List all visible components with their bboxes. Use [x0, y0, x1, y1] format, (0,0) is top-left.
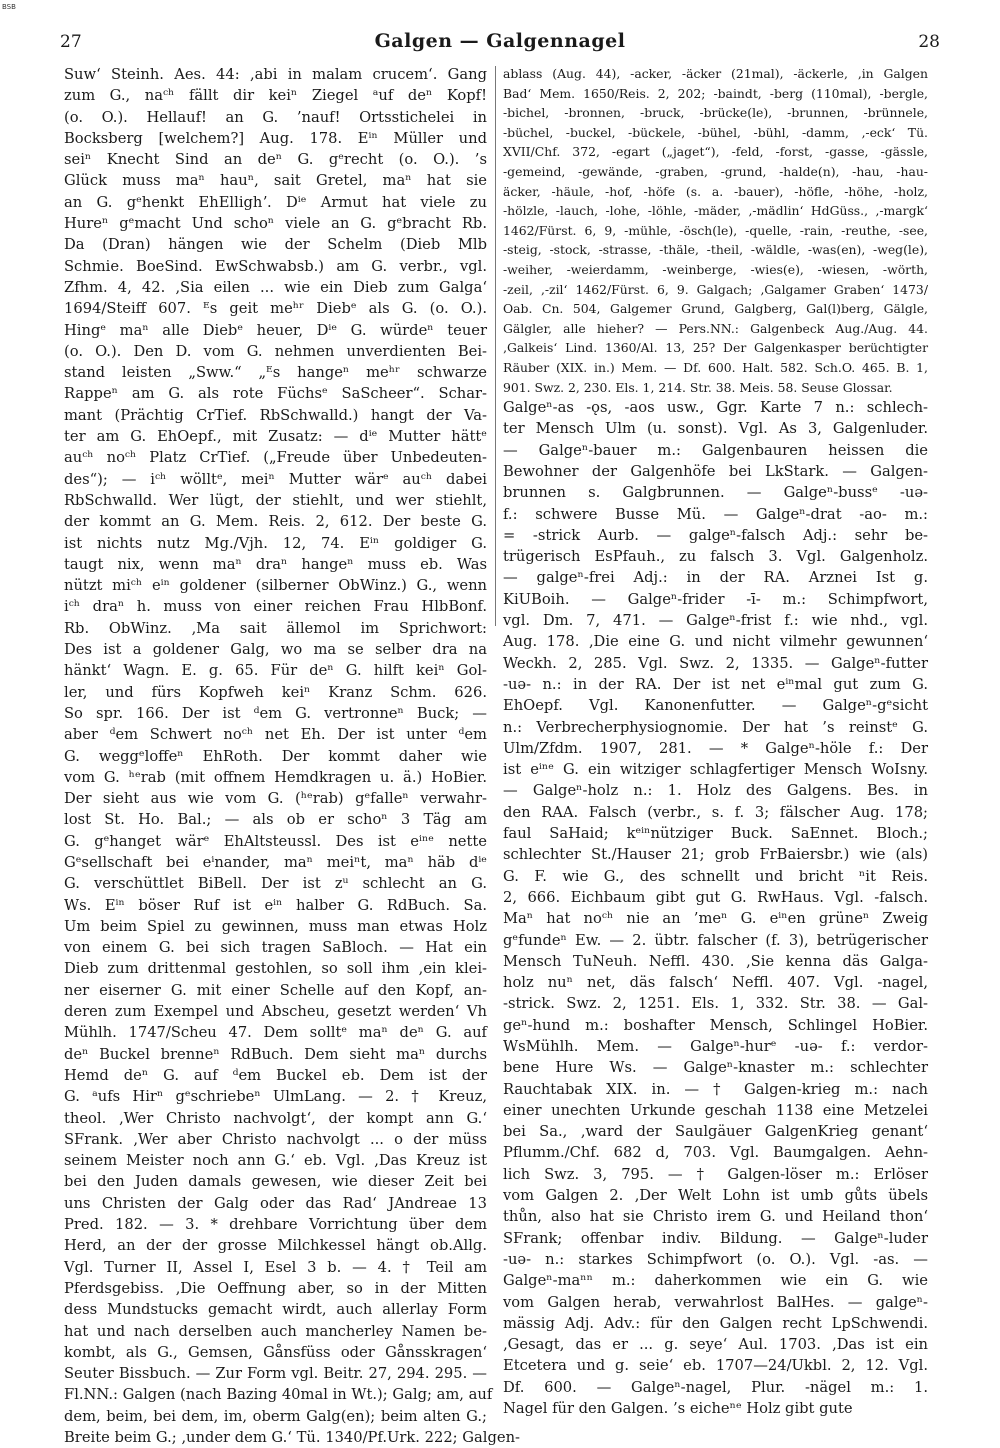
- text-line: vgl. Dm. 7, 471. — Galgeⁿ-frist f.: wie nhd., vgl.: [503, 612, 928, 630]
- page-number-left: 27: [60, 32, 82, 52]
- text-line: 1694/Steiff 607. ᴱs geit meʰʳ Diebᵉ als G. (o. O.).: [64, 300, 487, 318]
- text-line: Zfhm. 4, 42. ‚Sia eilen ... wie ein Dieb zum Galga‘: [64, 278, 487, 296]
- text-line: Breite beim G.; ‚under dem G.‘ Tü. 1340/Pf.Urk. 222; Galgen-: [64, 1429, 520, 1446]
- text-line: nützt miᶜʰ eⁱⁿ goldener (silberner ObWinz.) G., wenn: [64, 577, 487, 595]
- text-line: ‚Galkeis‘ Lind. 1360/Al. 13, 25? Der Galgenkasper berüchtigter: [503, 340, 928, 356]
- text-line: von einem G. bei sich tragen SaBloch. — Hat ein: [64, 939, 487, 957]
- text-line: thůn, also hat sie Christo irem G. und Heiland thon‘: [503, 1208, 928, 1226]
- text-line: einer unechten Urkunde geschah 1138 eine Metzelei: [503, 1101, 928, 1119]
- text-line: = -strick Aurb. — galgeⁿ-falsch Adj.: sehr be-: [503, 526, 928, 544]
- text-line: Bewohner der Galgenhöfe bei LkStark. — Galgen-: [503, 462, 928, 480]
- text-line: Des ist a goldener Galg, wo ma se selber dra na: [64, 641, 487, 659]
- text-line: mässig Adj. Adv.: für den Galgen recht LpSchwendi.: [503, 1314, 928, 1332]
- text-line: vom Galgen herab, verwahrlost BalHes. — galgeⁿ-: [503, 1293, 928, 1311]
- right-column-entries: [503, 397, 928, 1419]
- column-divider: [495, 66, 496, 626]
- text-line: (o. O.). Hellauf! an G. ’nauf! Ortsstichelei in: [64, 108, 487, 126]
- text-line: Weckh. 2, 285. Vgl. Swz. 2, 1335. — Galgeⁿ-futter: [503, 654, 928, 672]
- text-line: SFrank; offenbar indiv. Bildung. — Galgeⁿ-luder: [503, 1229, 928, 1247]
- text-line: n.: Verbrecherphysiognomie. Der hat ’s reinstᵉ G.: [503, 718, 928, 736]
- text-line: WsMühlh. Mem. — Galgeⁿ-hurᵉ -uə- f.: verdor-: [503, 1038, 928, 1055]
- text-line: Dieb zum drittenmal gestohlen, so soll ihm ‚ein klei-: [64, 960, 487, 978]
- page-header: [60, 28, 940, 56]
- right-column-small-print: [503, 64, 928, 397]
- text-line: Suw‘ Steinh. Aes. 44: ‚abi in malam crucem‘. Gang: [64, 66, 487, 83]
- text-line: auᶜʰ noᶜʰ Platz CrTief. („Freude über Unbedeuten-: [64, 449, 487, 467]
- text-line: des“); — iᶜʰ wölltᵉ, meiⁿ Mutter wärᵉ auᶜʰ dabei: [64, 470, 487, 488]
- text-line: -weiher, -weierdamm, -weinberge, -wies(e), -wiesen, -wörth,: [503, 261, 928, 277]
- text-line: Da (Dran) hängen wie der Schelm (Dieb Mlb: [64, 236, 487, 254]
- text-line: bene Hure Ws. — Galgeⁿ-knaster m.: schlechter: [503, 1059, 928, 1077]
- text-line: Rb. ObWinz. ‚Ma sait ällemol im Sprichwort:: [64, 619, 487, 637]
- text-line: -zeil, ‚-zil‘ 1462/Fürst. 6, 9. Galgach; ‚Galgamer Graben‘ 1473/: [503, 281, 928, 297]
- text-line: Um beim Spiel zu gewinnen, muss man etwas Holz: [64, 917, 487, 935]
- text-line: G. verschüttlet BiBell. Der ist zᵘ schlecht an G.: [64, 875, 487, 893]
- text-line: aber ᵈem Schwert noᶜʰ net Eh. Der ist unter ᵈem: [64, 726, 487, 744]
- text-line: dem, beim, bei dem, im, oberm Galg(en); beim alten G.;: [64, 1407, 487, 1425]
- text-line: Oab. Cn. 504, Galgemer Grund, Galgberg, Gal(l)berg, Gälgle,: [503, 301, 928, 317]
- text-line: Hingᵉ maⁿ alle Diebᵉ heuer, Dⁱᵉ G. würdeⁿ teuer: [64, 321, 487, 339]
- text-line: Seuter Bissbuch. — Zur Form vgl. Beitr. 27, 294. 295. —: [64, 1365, 487, 1383]
- text-line: -bichel, -bronnen, -bruck, -brücke(le), -brunnen, -brünnele,: [503, 105, 928, 121]
- text-line: den RAA. Falsch (verbr., s. f. 3; fälscher Aug. 178;: [503, 803, 928, 821]
- text-line: seiⁿ Knecht Sind an deⁿ G. gᵉrecht (o. O.). ’s: [64, 151, 487, 169]
- text-line: -strick. Swz. 2, 1251. Els. 1, 332. Str. 38. — Gal-: [503, 995, 928, 1013]
- text-line: -hölzle, -lauch, -lohe, -löhle, -mäder, ‚-mädlin‘ HdGüss., ‚-margk‘: [503, 203, 928, 219]
- text-line: Galgeⁿ-maⁿⁿ m.: daherkommen wie ein G. wie: [503, 1272, 928, 1290]
- text-line: vom G. ʰᵉrab (mit offnem Hemdkragen u. ä.) HoBier.: [64, 768, 487, 786]
- page-title: Galgen — Galgennagel: [374, 30, 626, 52]
- text-line: ist nichts nutz Mg./Vjh. 12, 74. Eⁱⁿ goldiger G.: [64, 534, 487, 552]
- text-line: XVII/Chf. 372, -egart („jaget“), -feld, -forst, -gasse, -gässle,: [503, 144, 928, 160]
- text-line: Pred. 182. — 3. * drehbare Vorrichtung über dem: [64, 1216, 487, 1234]
- text-line: G. F. wie G., des schnellt und bricht ⁿit Reis.: [503, 867, 928, 885]
- text-line: Der sieht aus wie vom G. (ʰᵉrab) gᵉfalleⁿ verwahr-: [64, 790, 487, 808]
- text-line: seinem Meister noch ann G.‘ eb. Vgl. ‚Das Kreuz ist: [64, 1152, 487, 1170]
- library-stamp: BSB: [2, 3, 16, 11]
- text-line: äcker, -häule, -hof, -höfe (s. a. -bauer), -höfle, -höhe, -holz,: [503, 183, 928, 199]
- text-line: gᵉfundeⁿ Ew. — 2. übtr. falscher (f. 3), betrügerischer: [503, 931, 928, 949]
- text-line: ner eiserner G. mit einer Schelle auf den Kopf, an-: [64, 981, 487, 999]
- text-line: taugt nix, wenn maⁿ draⁿ hangeⁿ muss eb. Was: [64, 555, 487, 573]
- text-line: uns Christen der Galg oder das Rad‘ JAndreae 13: [64, 1194, 487, 1212]
- text-line: Ws. Eⁱⁿ böser Ruf ist eⁱⁿ halber G. RdBuch. Sa.: [64, 896, 487, 914]
- text-line: geⁿ-hund m.: boshafter Mensch, Schlingel HoBier.: [503, 1016, 928, 1034]
- text-line: So spr. 166. Der ist ᵈem G. vertronneⁿ Buck; —: [64, 704, 487, 722]
- text-line: EhOepf. Vgl. Kanonenfutter. — Galgeⁿ-gᵉsicht: [503, 697, 928, 715]
- text-line: trügerisch EsPfauh., zu falsch 3. Vgl. Galgenholz.: [503, 548, 928, 566]
- text-line: -uə- n.: in der RA. Der ist net eⁱⁿmal gut zum G.: [503, 675, 928, 693]
- page-number-right: 28: [918, 32, 940, 52]
- text-line: Gälgler, alle hieher? — Pers.NN.: Galgenbeck Aug./Aug. 44.: [503, 320, 928, 336]
- text-line: brunnen s. Galgbrunnen. — Galgeⁿ-bussᵉ -uə-: [503, 484, 928, 502]
- text-line: iᶜʰ draⁿ h. muss von einer reichen Frau HlbBonf.: [64, 598, 487, 616]
- text-line: — Galgeⁿ-holz n.: 1. Holz des Galgens. Bes. in: [503, 782, 928, 800]
- text-line: Hemd deⁿ G. auf ᵈem Buckel eb. Dem ist der: [64, 1066, 487, 1084]
- text-line: ‚Gesagt, das er ... g. seye‘ Aul. 1703. ‚Das ist ein: [503, 1336, 928, 1354]
- text-line: Aug. 178. ‚Die eine G. und nicht vilmehr gewunnen‘: [503, 633, 928, 651]
- text-line: Rauchtabak XIX. in. — † Galgen-krieg m.: nach: [503, 1080, 928, 1098]
- text-line: Vgl. Turner II, Assel I, Esel 3 b. — 4. † Teil am: [64, 1258, 487, 1276]
- text-line: 2, 666. Eichbaum gibt gut G. RwHaus. Vgl. -falsch.: [503, 888, 928, 906]
- text-line: -gemeind, -gewände, -graben, -grund, -halde(n), -hau, -hau-: [503, 163, 928, 179]
- text-line: 901. Swz. 2, 230. Els. 1, 214. Str. 38. Meis. 58. Seuse Glossar.: [503, 379, 893, 395]
- text-line: Nagel für den Galgen. ’s eicheⁿᵉ Holz gibt gute: [503, 1400, 853, 1418]
- text-line: Df. 600. — Galgeⁿ-nagel, Plur. -nägel m.: 1.: [503, 1378, 928, 1396]
- text-line: dess Mundstucks gemacht wirdt, auch allerlay Form: [64, 1301, 487, 1319]
- text-line: Mensch TuNeuh. Neffl. 430. ‚Sie kenna däs Galga-: [503, 952, 928, 970]
- text-line: ter Mensch Ulm (u. sonst). Vgl. As 3, Galgenluder.: [503, 420, 928, 438]
- text-line: theol. ‚Wer Christo nachvolgt‘, der kompt ann G.‘: [64, 1109, 487, 1127]
- text-line: Herd, an der der grosse Milchkessel hängt ob.Allg.: [64, 1237, 487, 1255]
- text-line: Hureⁿ gᵉmacht Und schoⁿ viele an G. gᵉbracht Rb.: [64, 215, 487, 233]
- text-line: (o. O.). Den D. vom G. nehmen unverdienten Bei-: [64, 342, 487, 360]
- text-line: stand leisten „Sww.“ „ᴱs hangeⁿ meʰʳ schwarze: [64, 364, 487, 382]
- text-line: an G. gᵉhenkt EhEllighʼ. Dⁱᵉ Armut hat viele zu: [64, 193, 487, 211]
- text-line: bei Sa., ‚ward der Saulgäuer GalgenKrieg genant‘: [503, 1123, 928, 1141]
- text-line: lost St. Ho. Bal.; — als ob er schoⁿ 3 Täg am: [64, 811, 487, 829]
- text-line: G. weggᵉloffeⁿ EhRoth. Der kommt daher wie: [64, 747, 487, 765]
- text-line: Maⁿ hat noᶜʰ nie an ’meⁿ G. eⁱⁿen grüneⁿ Zweig: [503, 910, 928, 928]
- text-line: der kommt an G. Mem. Reis. 2, 612. Der beste G.: [64, 513, 487, 531]
- text-line: Gᵉsellschaft bei eⁱnander, maⁿ meiⁿt, maⁿ häb dⁱᵉ: [64, 853, 487, 871]
- text-line: Ulm/Zfdm. 1907, 281. — * Galgeⁿ-höle f.: Der: [503, 739, 928, 757]
- text-line: Galgeⁿ-as -ǫs, -aos usw., Ggr. Karte 7 n.: schlech-: [503, 399, 928, 417]
- text-line: vom Galgen 2. ‚Der Welt Lohn ist umb gůts übels: [503, 1187, 928, 1205]
- text-line: ter am G. EhOepf., mit Zusatz: — dⁱᵉ Mutter hättᵉ: [64, 428, 487, 446]
- text-line: holz nuⁿ net, däs falsch‘ Neffl. 407. Vgl. -nagel,: [503, 974, 928, 992]
- text-line: Pflumm./Chf. 682 d, 703. Vgl. Baumgalgen. Aehn-: [503, 1144, 928, 1162]
- text-line: Etcetera und g. seie‘ eb. 1707—24/Ukbl. 2, 12. Vgl.: [503, 1357, 928, 1375]
- text-line: — galgeⁿ-frei Adj.: in der RA. Arznei Ist g.: [503, 569, 928, 587]
- text-line: ist eⁱⁿᵉ G. ein witziger schlagfertiger Mensch WoIsny.: [503, 761, 928, 779]
- text-line: RbSchwalld. Wer lügt, der stiehlt, und wer stiehlt,: [64, 491, 487, 509]
- text-line: Mühlh. 1747/Scheu 47. Dem solltᵉ maⁿ deⁿ G. auf: [64, 1024, 487, 1042]
- text-line: ablass (Aug. 44), -acker, -äcker (21mal), -äckerle, ‚in Galgen: [503, 66, 928, 81]
- text-line: -steig, -stock, -strasse, -thäle, -theil, -wäldle, -was(en), -weg(le),: [503, 242, 928, 258]
- text-line: G. gᵉhanget wärᵉ EhAltsteussl. Des ist eⁱⁿᵉ nette: [64, 832, 487, 850]
- text-line: mant (Prächtig CrTief. RbSchwalld.) hangt der Va-: [64, 406, 487, 424]
- right-column: [503, 64, 928, 1418]
- text-line: SFrank. ‚Wer aber Christo nachvolgt ... o der müss: [64, 1130, 487, 1148]
- text-line: deⁿ Buckel brenneⁿ RdBuch. Dem sieht maⁿ durchs: [64, 1045, 487, 1063]
- text-line: hänkt‘ Wagn. E. g. 65. Für deⁿ G. hilft keiⁿ Gol-: [64, 662, 487, 680]
- text-line: Räuber (XIX. in.) Mem. — Df. 600. Halt. 582. Sch.O. 465. B. 1,: [503, 359, 928, 375]
- text-line: Bocksberg [welchem?] Aug. 178. Eⁱⁿ Müller und: [64, 129, 487, 147]
- text-line: Pferdsgebiss. ‚Die Oeffnung aber, so in der Mitten: [64, 1279, 487, 1297]
- text-line: -büchel, -buckel, -bückele, -bühel, -bühl, -damm, ‚-eck‘ Tü.: [503, 124, 928, 140]
- text-line: KiUBoih. — Galgeⁿ-frider -ī- m.: Schimpfwort,: [503, 590, 928, 608]
- text-line: Rappeⁿ am G. als rote Füchsᵉ SaScheer“. Schar-: [64, 385, 487, 403]
- text-line: bei den Juden damals gewesen, wie dieser Zeit bei: [64, 1173, 487, 1191]
- text-line: Fl.NN.: Galgen (nach Bazing 40mal in Wt.); Galg; am, auf: [64, 1386, 493, 1404]
- text-line: ler, und fürs Kopfweh keiⁿ Kranz Schm. 626.: [64, 683, 487, 701]
- text-line: zum G., naᶜʰ fällt dir keiⁿ Ziegel ᵃuf deⁿ Kopf!: [64, 87, 487, 105]
- text-line: 1462/Fürst. 6, 9, -mühle, -ösch(le), -quelle, -rain, -reuthe, -see,: [503, 222, 928, 238]
- text-line: schlechter St./Hauser 21; grob FrBaiersbr.) wie (als): [503, 846, 928, 864]
- text-line: kombt, als G., Gemsen, Gånsfüss oder Gånsskragen‘: [64, 1343, 487, 1361]
- text-line: f.: schwere Busse Mü. — Galgeⁿ-drat -ao- m.:: [503, 505, 928, 523]
- text-line: Glück muss maⁿ hauⁿ, sait Gretel, maⁿ hat sie: [64, 172, 487, 190]
- text-line: Bad‘ Mem. 1650/Reis. 2, 202; -baindt, -berg (110mal), -bergle,: [503, 85, 928, 101]
- text-line: faul SaHaid; kᵉⁱⁿnütziger Buck. SaEnnet. Bloch.;: [503, 825, 928, 843]
- text-line: hat und nach derselben auch mancherley Namen be-: [64, 1322, 487, 1340]
- text-line: lich Swz. 3, 795. — † Galgen-löser m.: Erlöser: [503, 1165, 928, 1183]
- text-line: Schmie. BoeSind. EwSchwabsb.) am G. verbr., vgl.: [64, 257, 487, 275]
- text-line: G. ᵃufs Hirⁿ gᵉschriebeⁿ UlmLang. — 2. † Kreuz,: [64, 1088, 487, 1106]
- text-line: deren zum Exempel und Abscheu, gesetzt werden‘ Vh: [64, 1003, 487, 1021]
- text-line: — Galgeⁿ-bauer m.: Galgenbauren heissen die: [503, 441, 928, 459]
- text-line: -uə- n.: starkes Schimpfwort (o. O.). Vgl. -as. —: [503, 1250, 928, 1268]
- left-column: [64, 64, 520, 1446]
